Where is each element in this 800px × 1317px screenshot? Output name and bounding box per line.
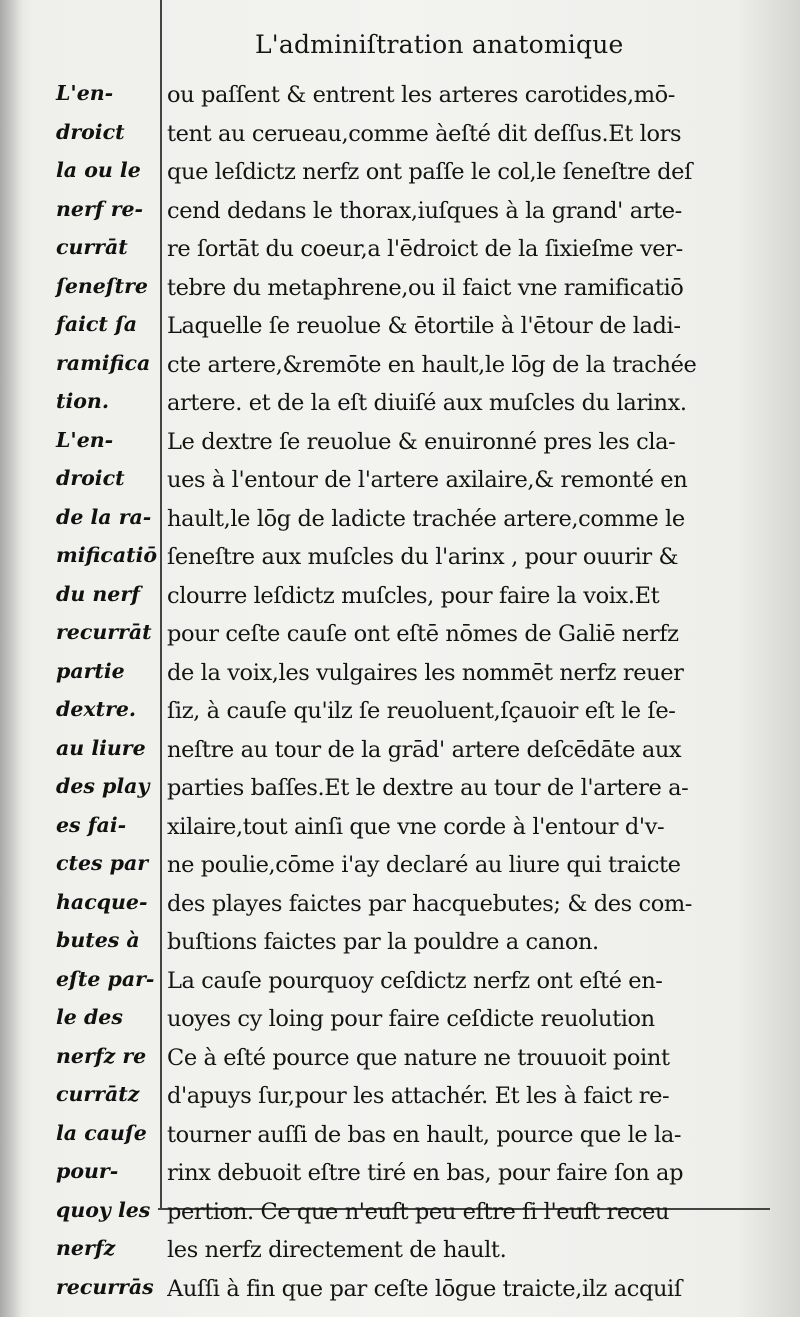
body-line: xilaire,tout ainſi que vne corde à l'entour d'v- (167, 813, 665, 840)
body-line: uoyes cy loing pour faire ceſdicte reuolution (167, 1006, 655, 1032)
body-line: Le dextre ſe reuolue & enuironné pres les cla- (167, 428, 676, 455)
margin-note-line: nerfz re (56, 1043, 147, 1068)
body-line: ou paſſent & entrent les arteres carotides,mō- (167, 82, 676, 108)
margin-note-line: au liure (56, 735, 146, 760)
running-head: L'adminiſtration anatomique (255, 30, 624, 59)
margin-note-line: quoy les (56, 1197, 151, 1222)
margin-note-line: ctes par (56, 851, 149, 875)
body-line: ſeneſtre aux muſcles du l'arinx , pour ouurir & (167, 544, 679, 570)
body-line: les nerfz directement de hault. (167, 1237, 507, 1263)
margin-note-line: nerf re- (56, 196, 144, 221)
body-line: pertion. Ce que n'euſt peu eſtre ſi l'euſt receu (167, 1198, 670, 1225)
body-line: des playes faictes par hacquebutes; & des com- (167, 890, 693, 917)
margin-note-line: partie (56, 658, 125, 683)
body-line: tent au cerueau,comme àeſté dit deſſus.Et lors (167, 120, 682, 147)
margin-note-line: recurrās (56, 1274, 154, 1299)
body-line: que leſdictz nerfz ont paſſe le col,le ſeneſtre deſ (167, 159, 693, 185)
body-line: tourner auſſi de bas en hault, pource que le la- (167, 1121, 682, 1148)
margin-note-line: currātz (56, 1082, 140, 1106)
margin-note-line: le des (56, 1005, 123, 1029)
margin-note-line: la ou le (56, 158, 141, 182)
body-line: Ce à eſté pource que nature ne trouuoit point (167, 1044, 670, 1071)
body-line: cend dedans le thorax,iuſques à la grand' arte- (167, 197, 682, 224)
body-line: de la voix,les vulgaires les nommēt nerfz reuer (167, 659, 684, 686)
margin-note-line: es fai- (56, 812, 127, 837)
margin-note-line: droict (56, 466, 125, 490)
margin-note-line: la cauſe (56, 1120, 147, 1145)
body-line: tebre du metaphrene,ou il faict vne ramificatiō (167, 274, 684, 301)
body-line: Auſſi à fin que par ceſte lōgue traicte,ilz acquiſ (167, 1275, 682, 1302)
body-line: artere. et de la eſt diuiſé aux muſcles du larinx. (167, 390, 687, 416)
margin-note-line: faict ſa (56, 312, 138, 336)
body-line: d'apuys ſur,pour les attachér. Et les à faict re- (167, 1083, 670, 1109)
body-line: rinx debuoit eſtre tiré en bas, pour faire ſon ap (167, 1160, 684, 1186)
margin-note-line: de la ra- (56, 504, 152, 529)
margin-note-line: des play (56, 774, 150, 798)
margin-note-line: dextre. (56, 697, 137, 721)
margin-rule (160, 0, 162, 1210)
body-line: re ſortāt du coeur,a l'ēdroict de la ſixieſme ver- (167, 236, 683, 262)
margin-note-line: ramifica (56, 350, 151, 375)
margin-note-line: nerfz (56, 1236, 116, 1260)
margin-note-line: ſeneſtre (56, 273, 148, 298)
page-gutter-shadow (0, 0, 22, 1317)
margin-note-line: mificatiō (56, 543, 158, 567)
body-text (167, 76, 767, 1308)
body-line: neſtre au tour de la grād' artere deſcēdāte aux (167, 736, 682, 763)
margin-note-line: butes à (56, 928, 140, 952)
margin-note-line: L'en- (56, 81, 114, 105)
body-line: pour ceſte cauſe ont eſtē nōmes de Galiē nerfz (167, 621, 679, 647)
body-line: La cauſe pourquoy ceſdictz nerfz ont eſté en- (167, 967, 663, 994)
margin-note-line: recurrāt (56, 620, 152, 644)
body-line: Laquelle ſe reuolue & ētortile à l'ētour de ladi- (167, 313, 681, 339)
body-line: parties baſſes.Et le dextre au tour de l'artere a- (167, 775, 689, 801)
margin-note-line: hacque- (56, 889, 148, 914)
body-line: ues à l'entour de l'artere axilaire,& remonté en (167, 467, 688, 493)
margin-note-line: pour- (56, 1159, 119, 1183)
body-line: ne poulie,cōme i'ay declaré au liure qui traicte (167, 852, 681, 878)
margin-note-line: currāt (56, 235, 128, 259)
body-line: hault,le lōg de ladicte trachée artere,comme le (167, 505, 685, 532)
margin-note-line: droict (56, 119, 125, 144)
margin-note-line: du nerf (56, 581, 140, 606)
body-line: ſiz, à cauſe qu'ilz ſe reuoluent,ſçauoir eſt le ſe- (167, 698, 676, 724)
margin-note-line: L'en- (56, 427, 114, 452)
body-line: cte artere,&remōte en hault,le lōg de la trachée (167, 351, 697, 378)
margin-notes (56, 74, 160, 1306)
margin-note-line: eſte par- (56, 966, 155, 991)
body-line: buſtions faictes par la pouldre a canon. (167, 929, 599, 955)
body-line: clourre leſdictz muſcles, pour faire la voix.Et (167, 582, 660, 609)
margin-note-line: tion. (56, 389, 109, 413)
